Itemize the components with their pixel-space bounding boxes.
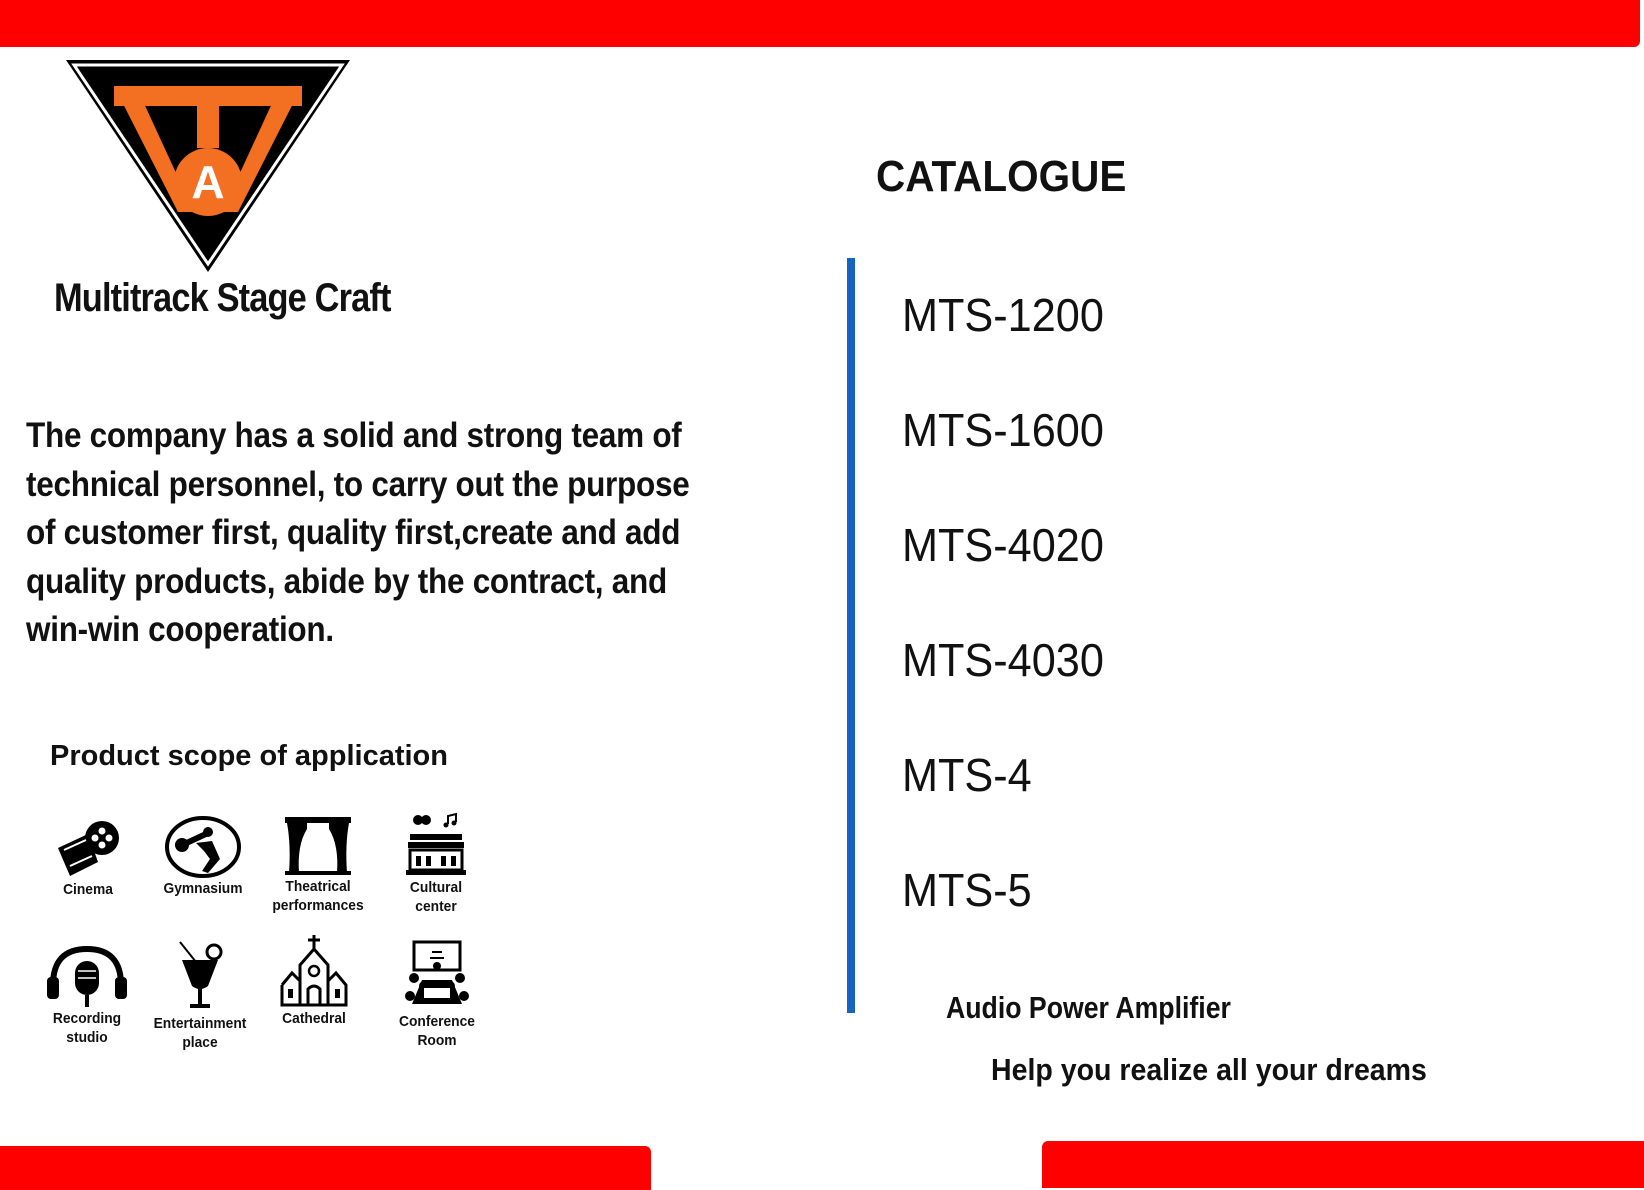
catalogue-title: CATALOGUE — [876, 152, 1127, 201]
top-red-bar — [0, 0, 1640, 47]
application-label: Gymnasium — [163, 880, 243, 897]
stage-curtain-icon — [283, 815, 353, 877]
application-cathedral — [274, 935, 354, 1028]
company-description: The company has a solid and strong team of technical personnel, to carry out the purpose of customer first, quality first,create and add quality products, abide by the contract, and win-win cooperation. — [26, 416, 690, 649]
model-item: MTS-4030 — [902, 634, 1104, 686]
application-label: Theatrical performances — [272, 878, 364, 914]
model-item: MTS-1600 — [902, 404, 1104, 456]
application-cinema — [48, 818, 128, 899]
model-list — [902, 287, 1117, 977]
slogan: Help you realize all your dreams — [991, 1052, 1427, 1087]
model-item: MTS-4020 — [902, 519, 1104, 571]
company-logo — [66, 60, 350, 275]
film-reel-icon — [52, 818, 124, 880]
brand-name: Multitrack Stage Craft — [54, 276, 391, 320]
application-theatrical — [268, 815, 368, 915]
model-item: MTS-1200 — [902, 289, 1104, 341]
model-item: MTS-5 — [902, 864, 1032, 916]
weightlifter-icon — [164, 815, 242, 879]
scope-heading: Product scope of application — [50, 740, 448, 772]
church-icon — [280, 935, 348, 1009]
application-gymnasium — [158, 815, 248, 898]
product-category: Audio Power Amplifier — [946, 990, 1231, 1025]
bottom-right-red-bar — [1042, 1141, 1644, 1188]
application-conference-room — [392, 940, 482, 1050]
cultural-building-icon — [404, 812, 468, 878]
studio-microphone-icon — [45, 943, 129, 1009]
vertical-divider — [847, 258, 855, 1013]
application-recording-studio — [42, 943, 132, 1047]
bottom-left-red-bar — [0, 1146, 651, 1190]
cocktail-icon — [170, 940, 230, 1014]
application-label: Cinema — [63, 881, 113, 898]
application-label: Cultural center — [409, 879, 463, 915]
conference-table-icon — [404, 940, 470, 1012]
application-cultural-center — [396, 812, 476, 916]
application-entertainment — [148, 940, 252, 1052]
application-label: Cathedral — [282, 1010, 346, 1027]
application-label: Conference Room — [399, 1013, 475, 1049]
svg-text:A: A — [191, 156, 225, 208]
application-label: Recording studio — [52, 1010, 122, 1046]
application-label: Entertainment place — [153, 1015, 247, 1051]
model-item: MTS-4 — [902, 749, 1032, 801]
